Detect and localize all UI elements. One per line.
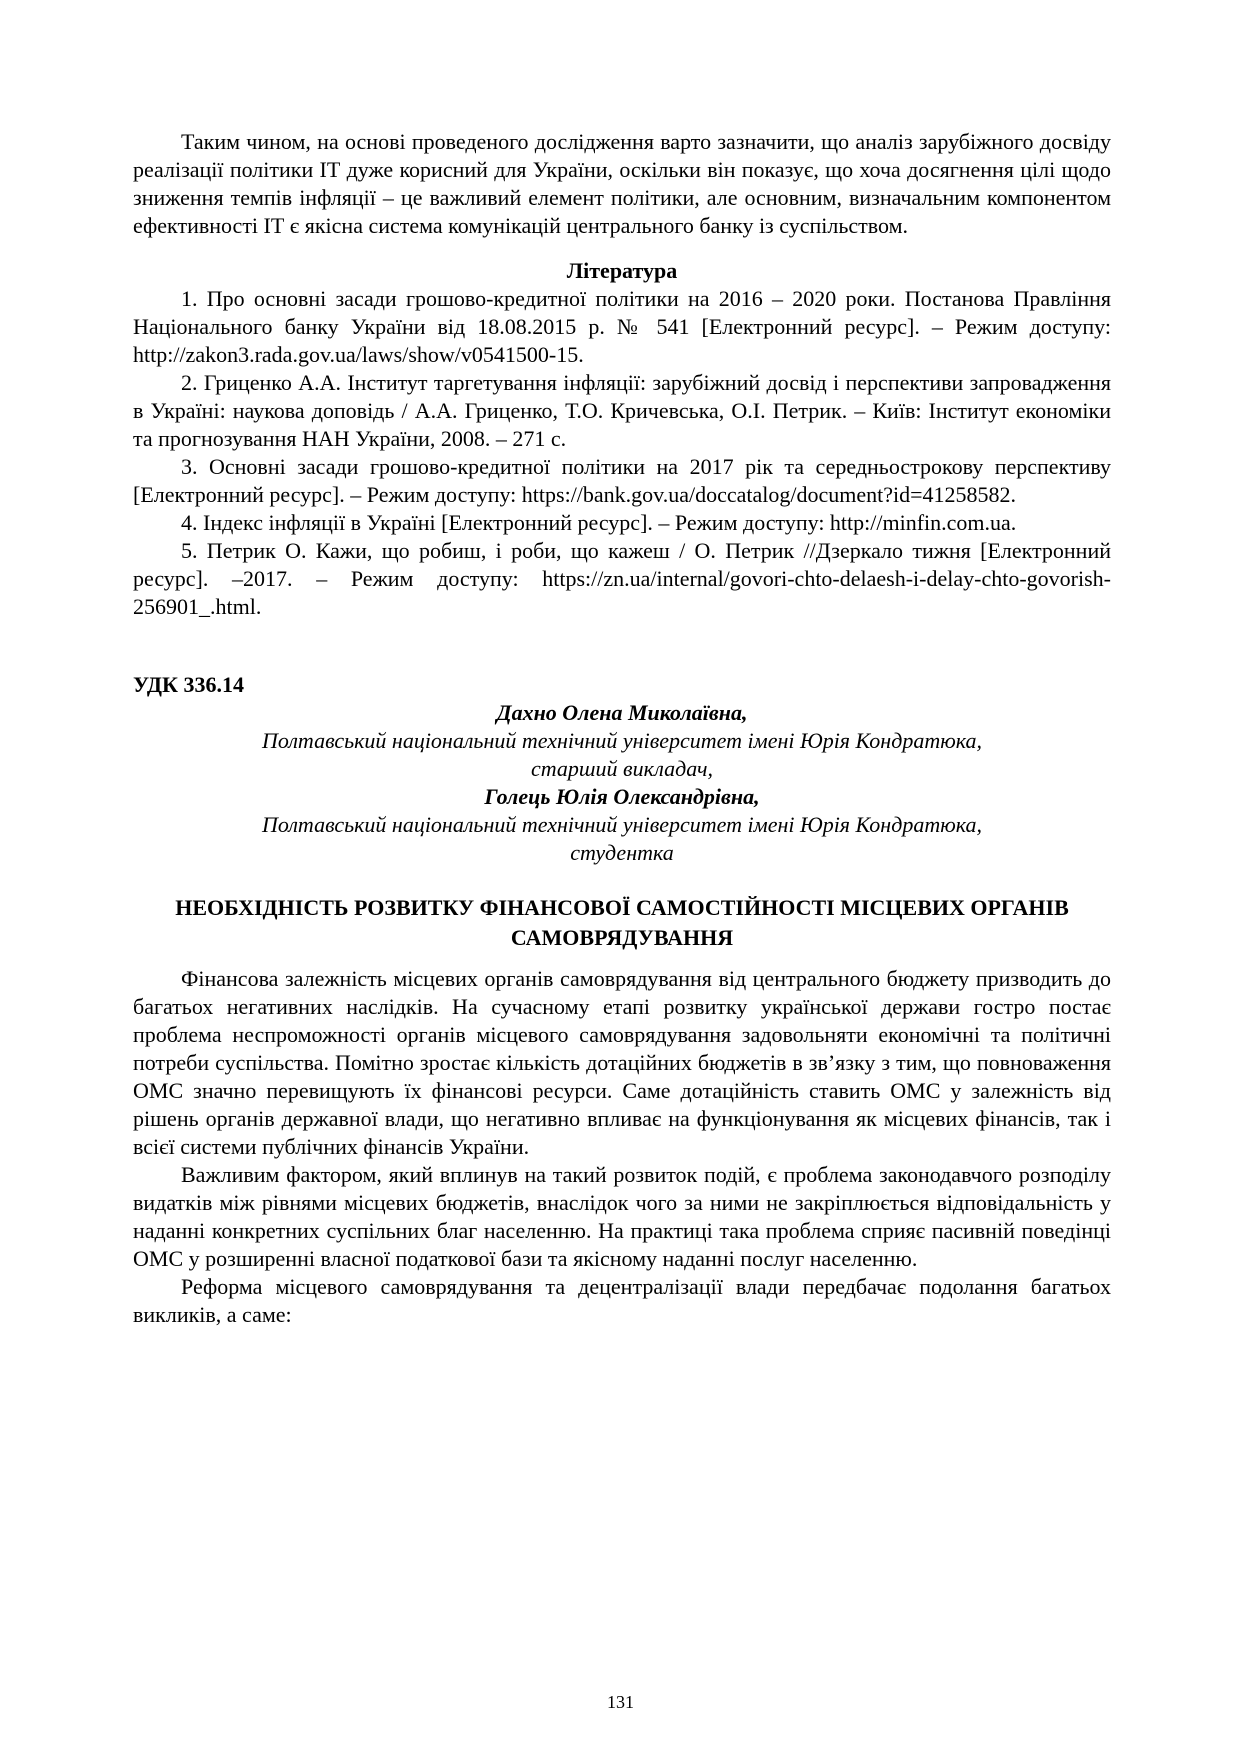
article-paragraph-1: Фінансова залежність місцевих органів самоврядування від центрального бюджету призводить до багатьох негативних наслідків. На сучасному етапі розвитку української держави гостро постає проблема неспроможності органів місцевого самоврядування задовольняти економічні та політичні потреби суспільства. Помітно зростає кількість дотаційних бюджетів в зв’язку з тим, що повноваження ОМС значно перевищують їх фінансові ресурси. Саме дотаційність ставить ОМС у залежність від рішень органів державної влади, що негативно впливає на функціонування як місцевих фінансів, так і всієї системи публічних фінансів України. <box>133 966 1111 1159</box>
reference-item-2: 2. Гриценко А.А. Інститут таргетування інфляції: зарубіжний досвід і перспективи запровадження в Україні: наукова доповідь / А.А. Гриценко, Т.О. Кричевська, О.І. Петрик. – Київ: Інститут економіки та прогнозування НАН України, 2008. – 271 с. <box>133 370 1111 451</box>
literature-heading: Література <box>566 258 678 283</box>
reference-item-3: 3. Основні засади грошово-кредитної політики на 2017 рік та середньострокову перспективу [Електронний ресурс]. – Режим доступу: https://bank.gov.ua/doccatalog/document?id=41258582. <box>133 454 1111 507</box>
udk-code: УДК 336.14 <box>133 672 245 697</box>
author-1-affiliation: Полтавський національний технічний університет імені Юрія Кондратюка, <box>261 728 982 753</box>
reference-item-1: 1. Про основні засади грошово-кредитної політики на 2016 – 2020 роки. Постанова Правління Національного банку України від 18.08.2015 р. № 541 [Електронний ресурс]. – Режим доступу: http://zakon3.rada.gov.ua/laws/show/v0541500-15. <box>133 286 1111 367</box>
author-1-role: старший викладач, <box>530 756 713 781</box>
article-title: НЕОБХІДНІСТЬ РОЗВИТКУ ФІНАНСОВОЇ САМОСТІЙНОСТІ МІСЦЕВИХ ОРГАНІВ САМОВРЯДУВАННЯ <box>175 895 1069 950</box>
reference-item-5: 5. Петрик О. Кажи, що робиш, і роби, що кажеш / О. Петрик //Дзеркало тижня [Електронний ресурс]. –2017. – Режим доступу: https://zn.ua/internal/govori-chto-delaesh-i-delay-chto-govorish-256901_.html. <box>133 538 1111 619</box>
reference-item-4: 4. Індекс інфляції в Україні [Електронний ресурс]. – Режим доступу: http://minfin.com.ua. <box>181 510 1017 535</box>
page-content <box>133 128 1111 1329</box>
author-2-name: Голець Юлія Олександрівна, <box>484 784 760 809</box>
article-paragraph-2: Важливим фактором, який вплинув на такий розвиток подій, є проблема законодавчого розподілу видатків між рівнями місцевих бюджетів, внаслідок чого за ними не закріплюється відповідальність у наданні конкретних суспільних благ населенню. На практиці така проблема сприяє пасивній поведінці ОМС у розширенні власної податкової бази та якісному наданні послуг населенню. <box>133 1162 1111 1271</box>
author-2-affiliation: Полтавський національний технічний університет імені Юрія Кондратюка, <box>261 812 982 837</box>
article-paragraph-3: Реформа місцевого самоврядування та децентралізації влади передбачає подолання багатьох викликів, а саме: <box>133 1274 1111 1327</box>
author-1-name: Дахно Олена Миколаївна, <box>496 700 748 725</box>
page-number: 131 <box>607 1692 634 1712</box>
author-2-role: студентка <box>570 840 674 865</box>
conclusion-paragraph: Таким чином, на основі проведеного дослідження варто зазначити, що аналіз зарубіжного досвіду реалізації політики ІТ дуже корисний для України, оскільки він показує, що хоча досягнення цілі щодо зниження темпів інфляції – це важливий елемент політики, але основним, визначальним компонентом ефективності ІТ є якісна система комунікацій центрального банку із суспільством. <box>133 129 1111 238</box>
